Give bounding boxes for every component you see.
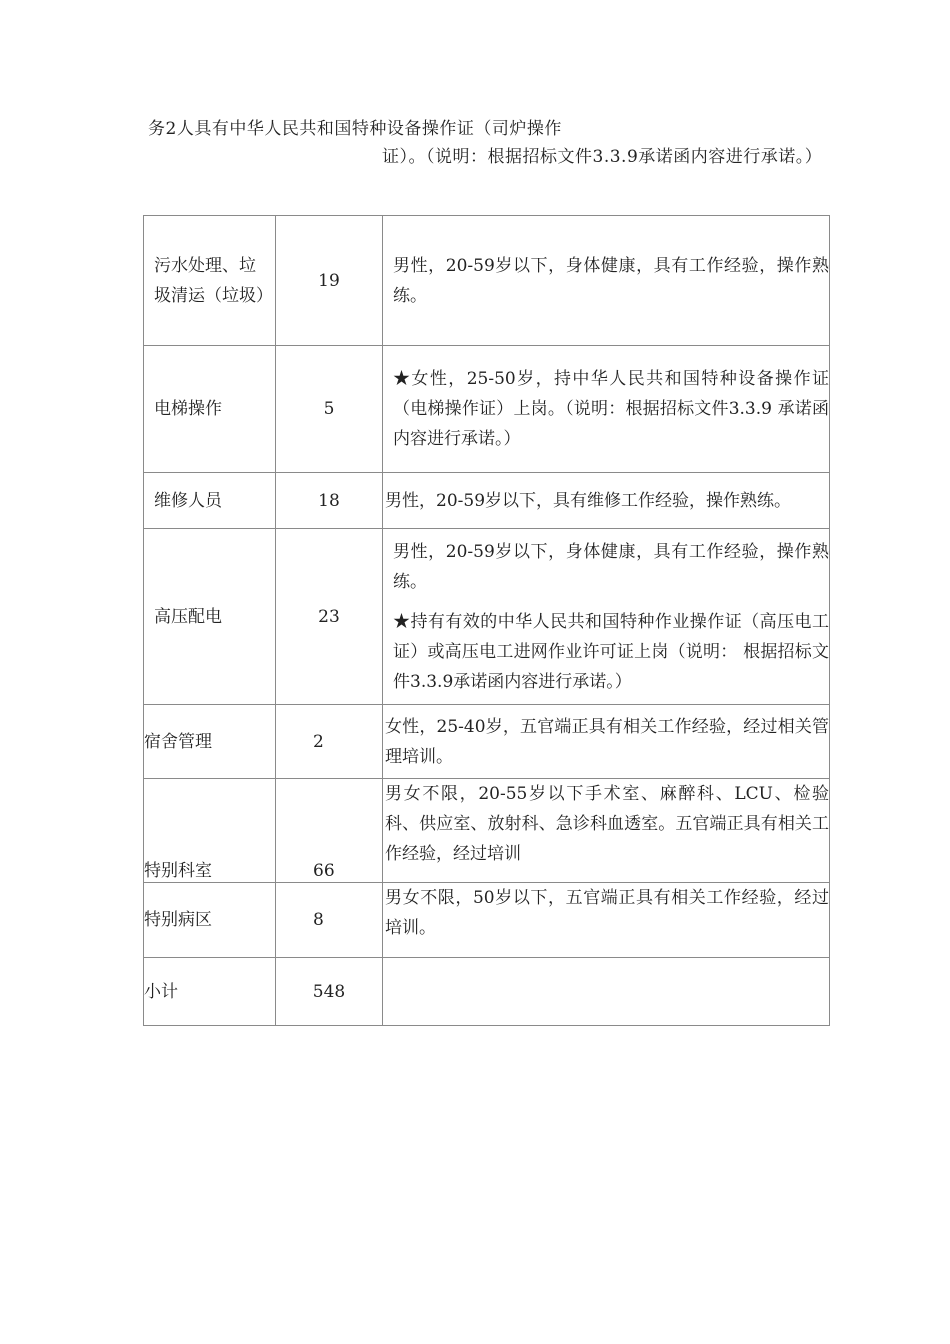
table-row [144, 346, 830, 473]
table-row [144, 958, 830, 1026]
role-cell: 电梯操作 [144, 346, 276, 473]
role-cell: 宿舍管理 [144, 705, 276, 779]
count-cell: 2 [276, 705, 383, 779]
role-cell: 小计 [144, 958, 276, 1026]
table-row [144, 883, 830, 958]
count-cell: 548 [276, 958, 383, 1026]
count-cell: 8 [276, 883, 383, 958]
table-row [144, 216, 830, 346]
requirement-cell: 男女不限，20-55岁以下手术室、麻醉科、LCU、检验科、供应室、放射科、急诊科血透室。五官端正具有相关工作经验，经过培训 [383, 779, 830, 883]
role-cell: 特别病区 [144, 883, 276, 958]
requirement-cell: 男性，20-59岁以下，身体健康，具有工作经验，操作熟练。 [383, 216, 830, 346]
count-cell: 18 [276, 473, 383, 529]
requirement-cell [383, 958, 830, 1026]
table-row [144, 473, 830, 529]
role-cell: 污水处理、垃圾清运（垃圾） [144, 216, 276, 346]
table-row [144, 779, 830, 883]
requirement-cell: ★女性，25-50岁，持中华人民共和国特种设备操作证（电梯操作证）上岗。（说明：根据招标文件3.3.9 承诺函内容进行承诺。） [383, 346, 830, 473]
role-cell: 维修人员 [144, 473, 276, 529]
count-cell: 23 [276, 529, 383, 705]
requirement-cell: 男性，20-59岁以下，身体健康，具有工作经验，操作熟练。 ★持有有效的中华人民共和国特种作业操作证（高压电工证）或高压电工进网作业许可证上岗（说明： 根据招标文件3.3.9承诺函内容进行承诺。） [383, 529, 830, 705]
count-cell: 5 [276, 346, 383, 473]
requirement-cell: 男女不限，50岁以下，五官端正具有相关工作经验，经过培训。 [383, 883, 830, 958]
table-row [144, 529, 830, 705]
role-cell: 特别科室 [144, 779, 276, 883]
role-cell: 高压配电 [144, 529, 276, 705]
intro-line-2: 证）。（说明：根据招标文件3.3.9承诺函内容进行承诺。） [382, 147, 823, 167]
count-cell: 19 [276, 216, 383, 346]
staffing-table [143, 215, 830, 1026]
intro-line-1: 务2人具有中华人民共和国特种设备操作证（司炉操作 [148, 119, 562, 139]
requirement-cell: 女性，25-40岁，五官端正具有相关工作经验，经过相关管理培训。 [383, 705, 830, 779]
count-cell: 66 [276, 779, 383, 883]
table-row [144, 705, 830, 779]
requirement-cell: 男性，20-59岁以下，具有维修工作经验，操作熟练。 [383, 473, 830, 529]
